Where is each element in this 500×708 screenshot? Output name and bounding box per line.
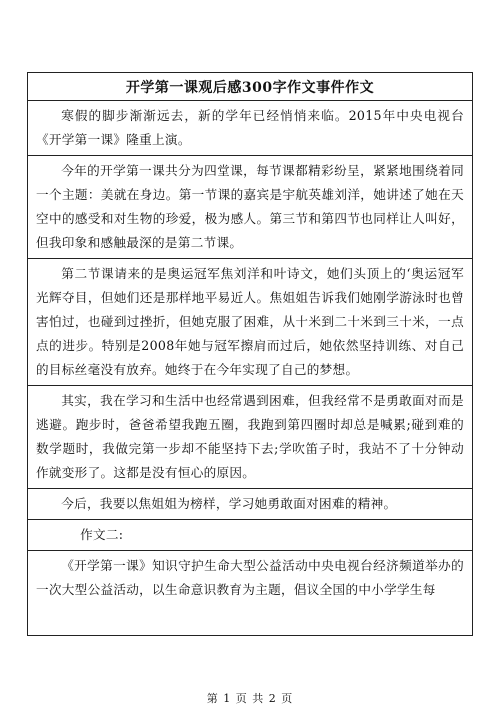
- paragraph-6: 《开学第一课》知识守护生命大型公益活动中央电视台经济频道举办的一次大型公益活动，以生命意识教育为主题，倡议全国的中小学学生每: [36, 558, 464, 597]
- paragraph-2: 今年的开学第一课共分为四堂课，每节课都精彩纷呈，紧紧地围绕着同一个主题：美就在身边。第一节课的嘉宾是宇航英雄刘洋，她讲述了她在天空中的感受和对生物的珍爱，极为感人。第三节和第四节也同样让人叫好，但我印象和感触最深的是第二节课。: [28, 156, 472, 259]
- paragraph-5: 今后，我要以焦姐姐为榜样，学习她勇敢面对困难的精神。: [28, 489, 472, 520]
- document-table: [27, 72, 473, 636]
- paragraph-1: 寒假的脚步渐渐远去，新的学年已经悄悄来临。2015年中央电视台《开学第一课》隆重上演。: [28, 101, 472, 156]
- document-title: 开学第一课观后感300字作文事件作文: [28, 73, 472, 101]
- paragraph-3: 第二节课请来的是奥运冠军焦刘洋和叶诗文，她们头顶上的‘奥运冠军光辉夺目，但她们还是那样地平易近人。焦姐姐告诉我们她刚学游泳时也曾害怕过，也碰到过挫折，但她克服了困难，从十米到二十米到三十米，一点点的进步。特别是2008年她与冠军擦肩而过后，她依然坚持训练、对自己的目标丝毫没有放弃。她终于在今年实现了自己的梦想。: [28, 259, 472, 386]
- page-footer: 第 1 页 共 2 页: [206, 692, 294, 705]
- essay-two-heading: 作文二:: [28, 520, 472, 551]
- paragraph-4: 其实，我在学习和生活中也经常遇到困难，但我经常不是勇敢面对而是逃避。跑步时，爸爸希望我跑五圈，我跑到第四圈时却总是喊累;碰到难的数学题时，我做完第一步却不能坚持下去;学吹笛子时，我站不了十分钟动作就变形了。这都是没有恒心的原因。: [28, 386, 472, 489]
